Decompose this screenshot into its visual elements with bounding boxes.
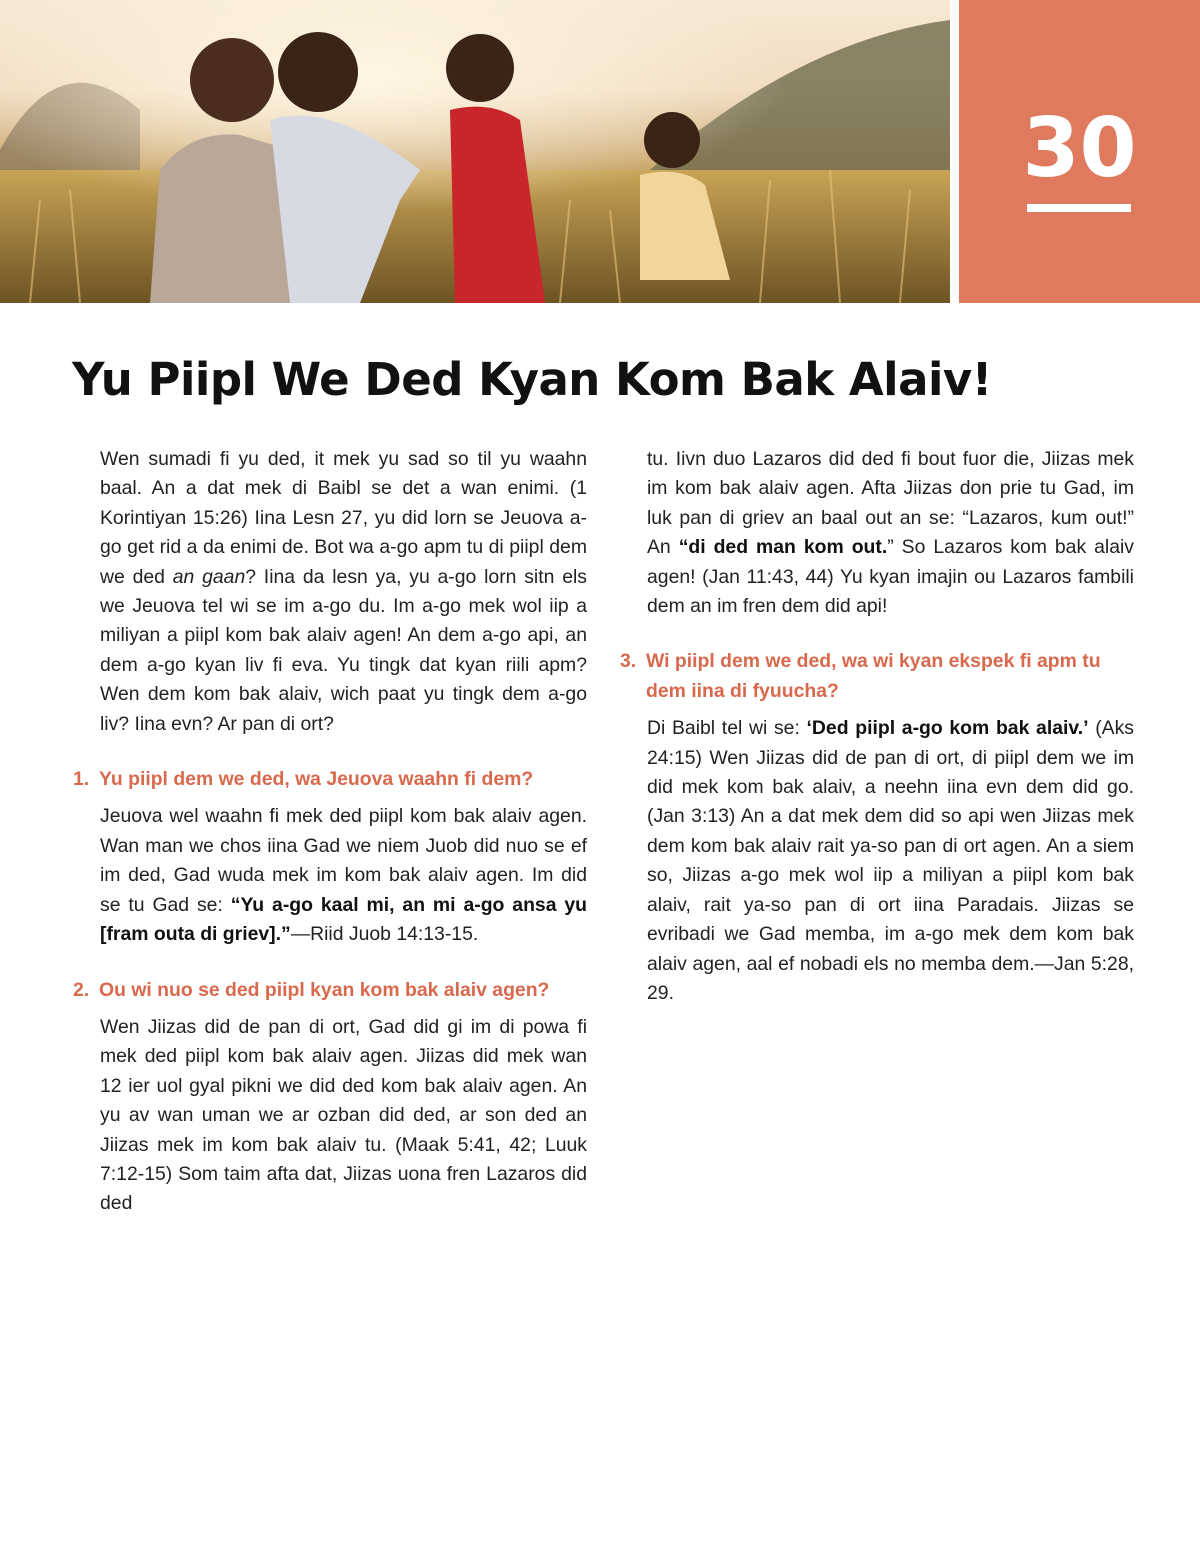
- answer-1-paragraph: Jeuova wel waahn fi mek ded piipl kom bak alaiv agen. Wan man we chos iina Gad we niem Juob did nuo se ef im ded, Gad wuda mek im kom bak alaiv agen. Im did se tu Gad se: “Yu a-go kaal mi, an mi a-go ansa yu [fram outa di griev].”—Riid Juob 14:13-15.: [100, 805, 588, 946]
- question-2-heading: 2. Ou wi nuo se ded piipl kyan kom bak alaiv agen?: [73, 978, 550, 1001]
- question-1-heading: 1. Yu piipl dem we ded, wa Jeuova waahn fi dem?: [73, 768, 534, 791]
- answer-2-paragraph-part2: tu. Iivn duo Lazaros did ded fi bout fuor die, Jiizas mek im kom bak alaiv agen. Afta Jiizas don prie tu Gad, im luk pan di griev an baal out an se: “Lazaros, kum out!” An “di ded man kom out.” So Lazaros kom bak alaiv agen! (Jan 11:43, 44) Yu kyan imajin ou Lazaros fambili dem an im fren dem did api!: [647, 448, 1134, 618]
- right-column: [620, 445, 1134, 1008]
- question-3-heading: 3. Wi piipl dem we ded, wa wi kyan ekspek fi apm tu dem iina di fyuucha?: [620, 650, 1101, 702]
- intro-paragraph: Wen sumadi fi yu ded, it mek yu sad so til yu waahn baal. An a dat mek di Baibl se det a wan enimi. (1 Korintiyan 15:26) Iina Lesn 27, yu did lorn se Jeuova a-go get rid a da enimi de. Bot wa a-go apm tu di piipl dem we ded an gaan? Iina da lesn ya, yu a-go lorn sitn els we Jeuova tel wi se im a-go du. Im a-go mek wol iip a miliyan a piipl kom bak alaiv agen! An dem a-go api, an dem a-go kyan liv fi eva. Yu tingk dat kyan riili apm? Wen dem kom bak alaiv, wich paat yu tingk dem a-go liv? Iina evn? Ar pan di ort?: [100, 448, 587, 735]
- family-meadow-illustration: [0, 0, 950, 303]
- answer-3-paragraph: Di Baibl tel wi se: ‘Ded piipl a-go kom bak alaiv.’ (Aks 24:15) Wen Jiizas did de pan di ort, di piipl dem we im did mek kom bak alaiv, a neehn iina evn dem did go. (Jan 3:13) An a dat mek dem did so api wen Jiizas mek dem kom bak alaiv rait ya-so pan di ort agen. An a siem so, Jiizas a-go mek wol iip a miliyan a piipl kom bak alaiv, rait ya-so pan di ort iina Paradais. Jiizas se evribadi we Gad memba, im a-go mek dem kom bak alaiv agen, aal ef nobadi els no memba dem.—Jan 5:28, 29.: [647, 717, 1135, 1004]
- lesson-number-box: [959, 0, 1200, 303]
- lesson-number: 30: [1022, 101, 1137, 196]
- lesson-number-underline: [1027, 204, 1131, 212]
- left-column: [73, 445, 587, 1219]
- page-title: Yu Piipl We Ded Kyan Kom Bak Alaiv!: [72, 353, 992, 406]
- answer-2-paragraph-part1: Wen Jiizas did de pan di ort, Gad did gi im di powa fi mek ded piipl kom bak alaiv agen. Jiizas did mek wan 12 ier uol gyal pikni we did ded kom bak alaiv agen. An yu av wan uman we ar ozban did ded, ar son ded an Jiizas mek im kom bak alaiv tu. (Maak 5:41, 42; Luuk 7:12-15) Som taim afta dat, Jiizas uona fren Lazaros did ded: [100, 1015, 587, 1215]
- hero-photo: [0, 0, 950, 303]
